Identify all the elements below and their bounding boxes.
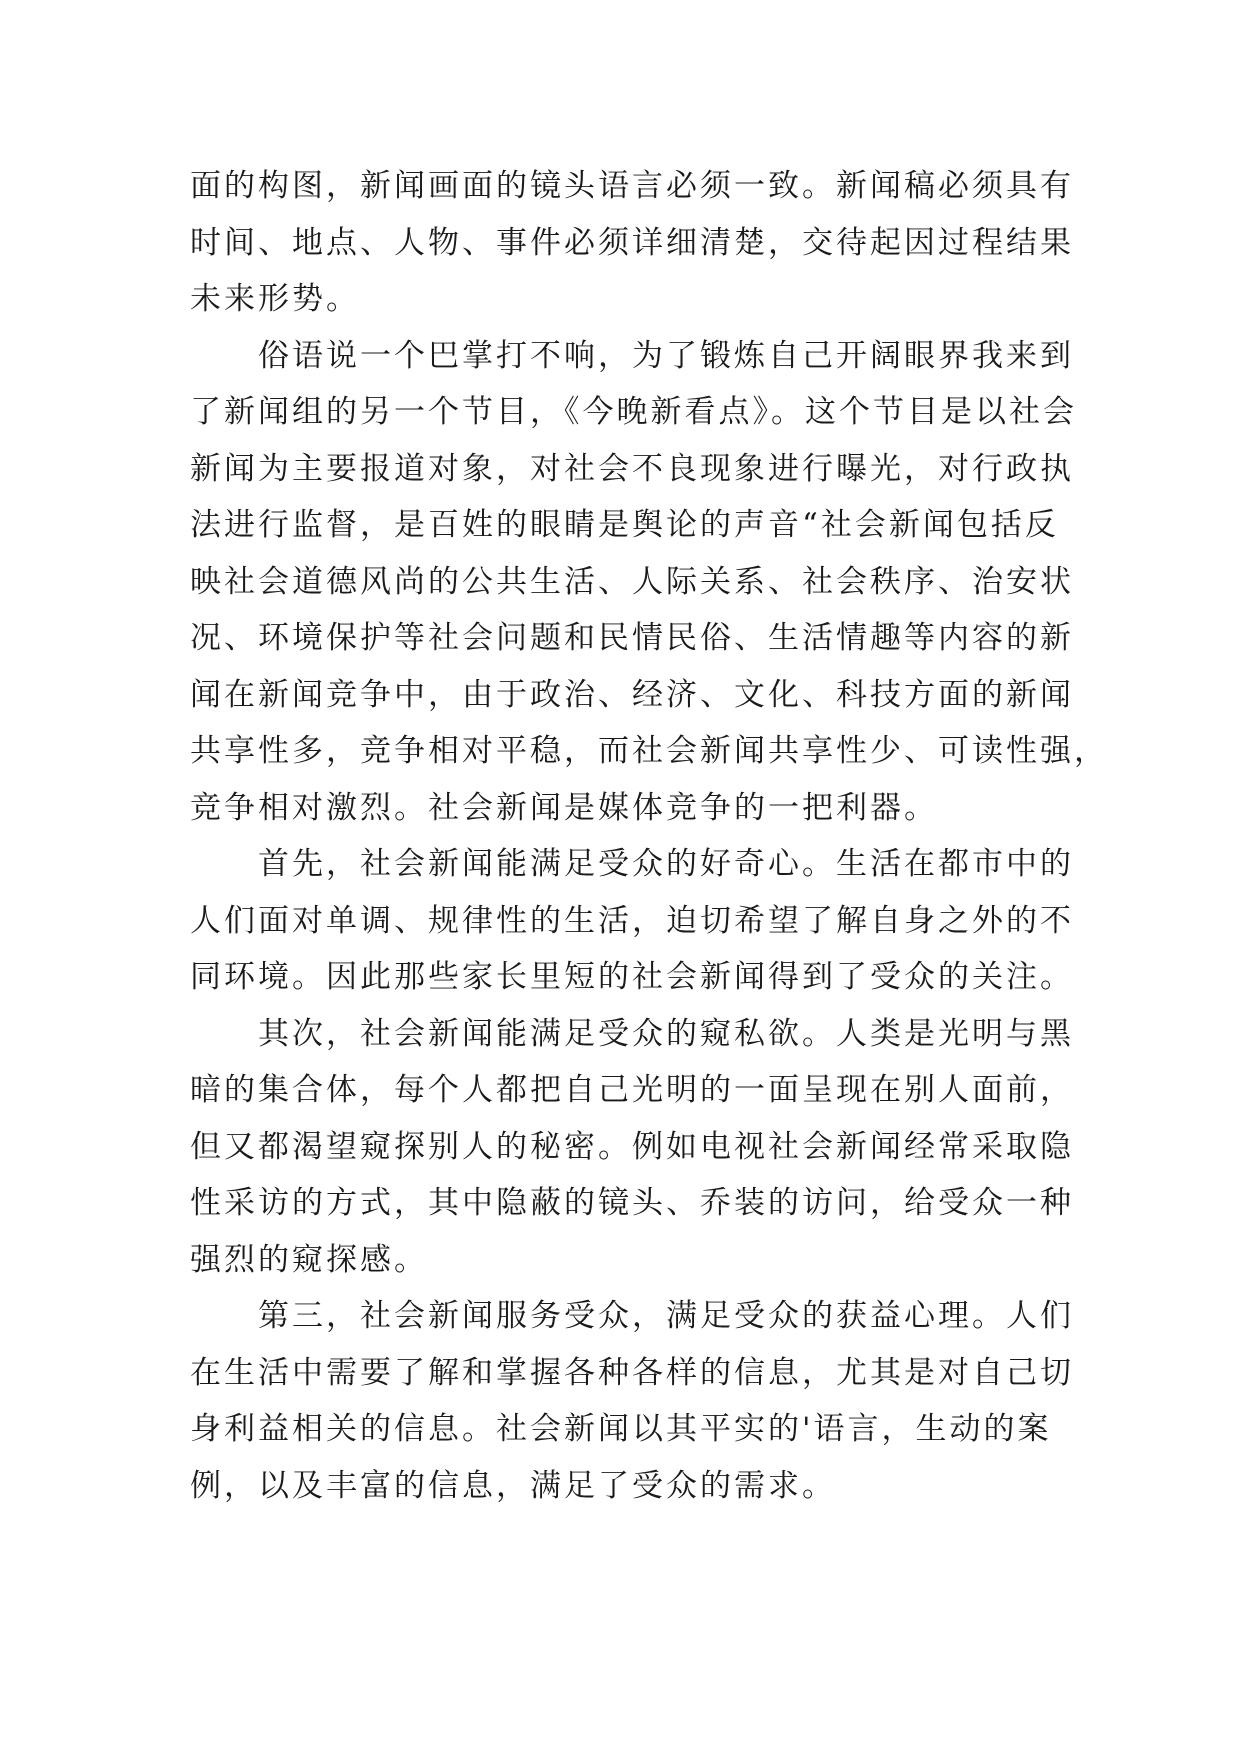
text-line: 强烈的窥探感。: [190, 1241, 428, 1278]
text-line: 第三，社会新闻服务受众，满足受众的获益心理。人们: [258, 1298, 1074, 1334]
text-line: 新闻为主要报道对象，对社会不良现象进行曝光，对行政执: [190, 450, 1074, 487]
text-line: 暗的集合体，每个人都把自己光明的一面呈现在别人面前，: [190, 1072, 1074, 1108]
text-line: 了新闻组的另一个节目，《今晚新看点》。这个节目是以社会: [190, 394, 1077, 430]
text-line: 未来形势。: [190, 281, 360, 317]
text-line: 竞争相对激烈。社会新闻是媒体竞争的一把利器。: [190, 789, 938, 826]
body-text: [190, 158, 1108, 1514]
text-line: 况、环境保护等社会问题和民情民俗、生活情趣等内容的新: [190, 620, 1074, 656]
text-line: 但又都渴望窥探别人的秘密。例如电视社会新闻经常采取隐: [190, 1128, 1074, 1165]
text-line: 闻在新闻竞争中，由于政治、经济、文化、科技方面的新闻: [190, 676, 1074, 713]
text-line: 身利益相关的信息。社会新闻以其平实的'语言，生动的案: [190, 1411, 1052, 1447]
text-line: 在生活中需要了解和掌握各种各样的信息，尤其是对自己切: [190, 1354, 1074, 1391]
text-line: 法进行监督，是百姓的眼睛是舆论的声音“社会新闻包括反: [190, 507, 1059, 543]
text-line: 时间、地点、人物、事件必须详细清楚，交待起因过程结果: [190, 224, 1074, 261]
text-line: 共享性多，竞争相对平稳，而社会新闻共享性少、可读性强，: [190, 733, 1108, 769]
text-line: 映社会道德风尚的公共生活、人际关系、社会秩序、治安状: [190, 563, 1074, 600]
text-line: 首先，社会新闻能满足受众的好奇心。生活在都市中的: [258, 846, 1074, 882]
paragraph-4: [190, 1006, 1074, 1289]
paragraph-1: [190, 158, 1074, 328]
paragraph-2: [190, 328, 1108, 837]
text-line: 面的构图，新闻画面的镜头语言必须一致。新闻稿必须具有: [190, 168, 1074, 204]
paragraph-3: [190, 836, 1074, 1006]
text-line: 例，以及丰富的信息，满足了受众的需求。: [190, 1467, 836, 1504]
text-line: 人们面对单调、规律性的生活，迫切希望了解自身之外的不: [190, 902, 1074, 939]
text-line: 俗语说一个巴掌打不响，为了锻炼自己开阔眼界我来到: [258, 337, 1074, 374]
text-line: 其次，社会新闻能满足受众的窥私欲。人类是光明与黑: [258, 1015, 1074, 1052]
text-line: 性采访的方式，其中隐蔽的镜头、乔装的访问，给受众一种: [190, 1185, 1074, 1221]
paragraph-5: [190, 1288, 1074, 1514]
text-line: 同环境。因此那些家长里短的社会新闻得到了受众的关注。: [190, 959, 1074, 995]
